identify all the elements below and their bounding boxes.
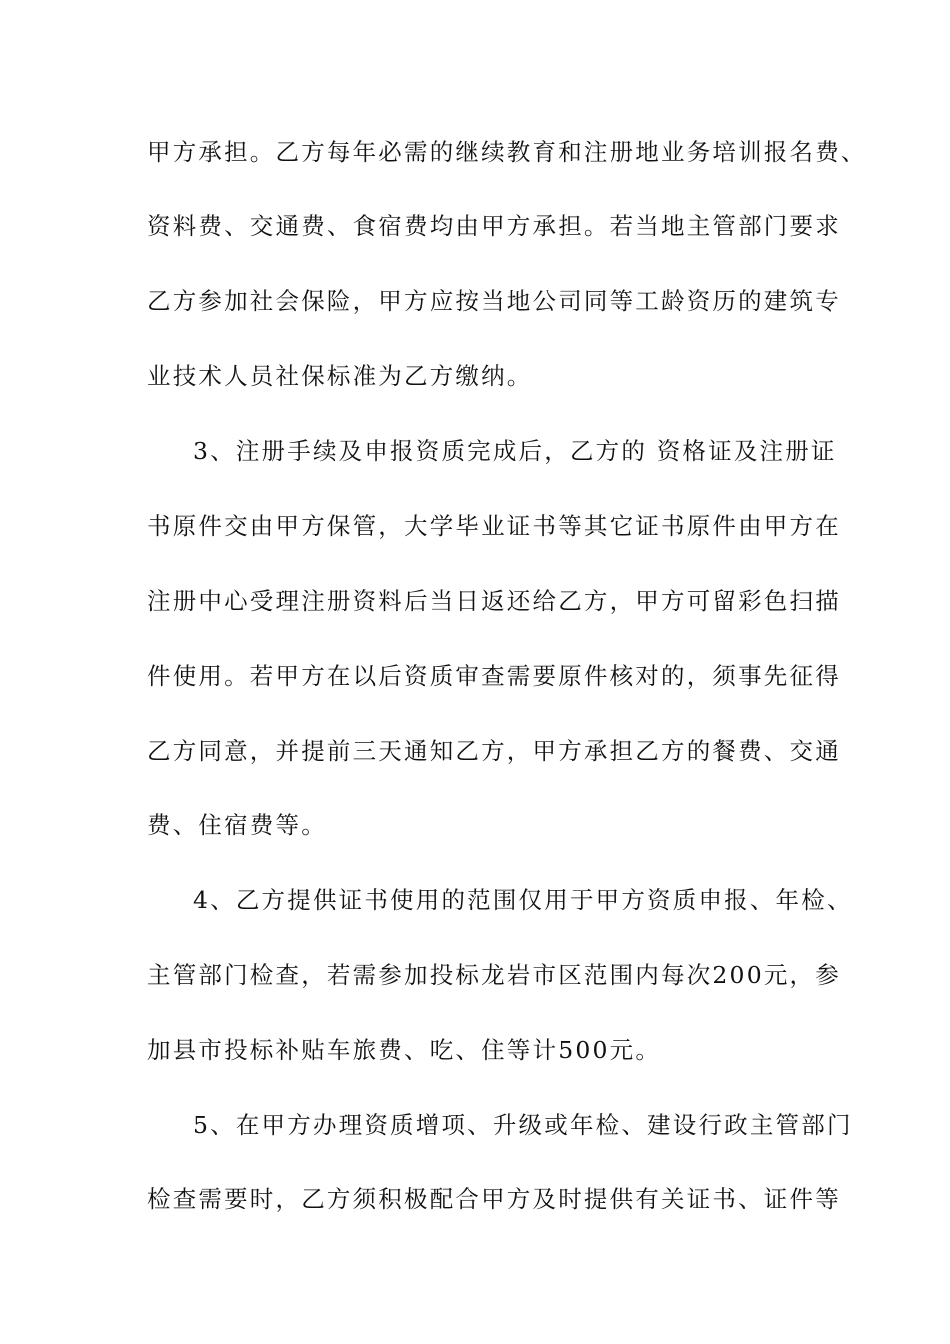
- paragraph-4-line-3: 加县市投标补贴车旅费、吃、住等计500元。: [147, 1036, 662, 1064]
- paragraph-2-line-3: 乙方参加社会保险，甲方应按当地公司同等工龄资历的建筑专: [147, 287, 841, 315]
- paragraph-5-line-2: 检查需要时，乙方须积极配合甲方及时提供有关证书、证件等: [147, 1185, 841, 1213]
- paragraph-3-line-4: 件使用。若甲方在以后资质审查需要原件核对的，须事先征得: [147, 662, 841, 690]
- paragraph-3-line-5: 乙方同意，并提前三天通知乙方，甲方承担乙方的餐费、交通: [147, 737, 841, 765]
- paragraph-3-line-3: 注册中心受理注册资料后当日返还给乙方，甲方可留彩色扫描: [147, 587, 841, 615]
- paragraph-4-line-2: 主管部门检查，若需参加投标龙岩市区范围内每次200元，参: [147, 961, 841, 989]
- paragraph-3-line-1: 3、注册手续及申报资质完成后，乙方的 资格证及注册证: [193, 437, 837, 465]
- paragraph-5-line-1: 5、在甲方办理资质增项、升级或年检、建设行政主管部门: [193, 1111, 853, 1139]
- paragraph-3-line-6: 费、住宿费等。: [147, 811, 327, 839]
- paragraph-2-line-1: 甲方承担。乙方每年必需的继续教育和注册地业务培训报名费、: [147, 138, 867, 166]
- paragraph-3-line-2: 书原件交由甲方保管，大学毕业证书等其它证书原件由甲方在: [147, 512, 841, 540]
- paragraph-4-line-1: 4、乙方提供证书使用的范围仅用于甲方资质申报、年检、: [193, 886, 853, 914]
- paragraph-2-line-2: 资料费、交通费、食宿费均由甲方承担。若当地主管部门要求: [147, 212, 841, 240]
- paragraph-2-line-4: 业技术人员社保标准为乙方缴纳。: [147, 362, 533, 390]
